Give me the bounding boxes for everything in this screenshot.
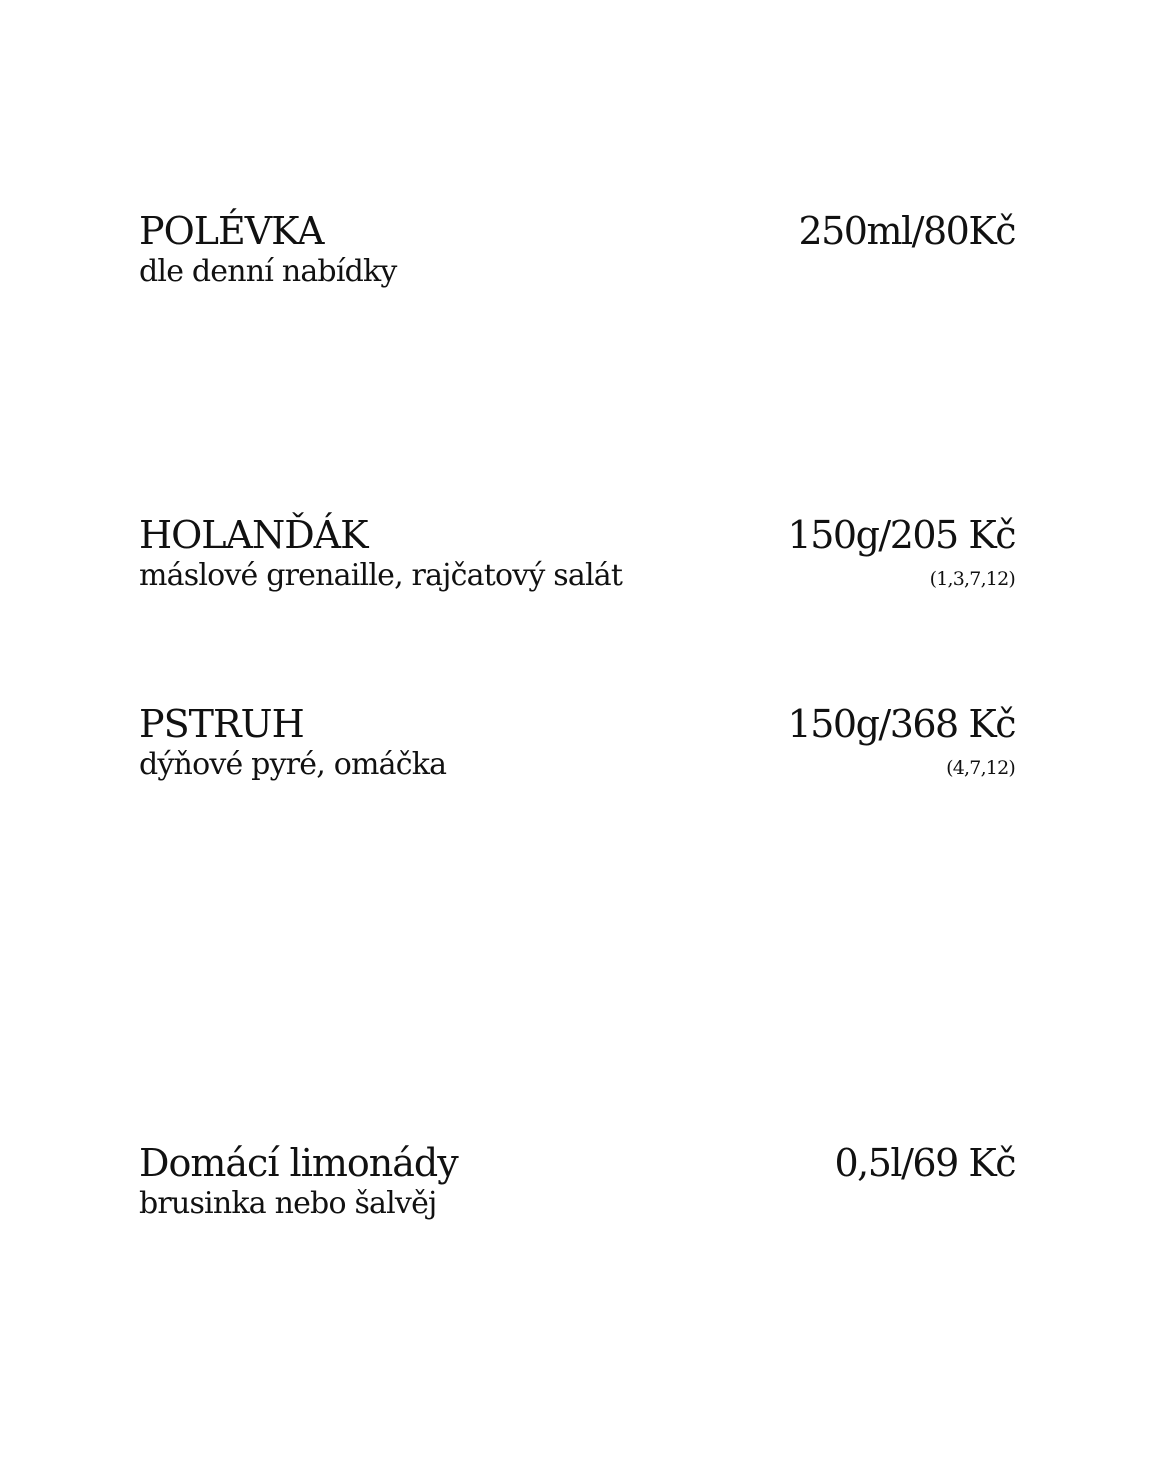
menu-item-header	[139, 701, 1015, 747]
menu-item-header	[139, 208, 1015, 254]
menu-item-lemonade	[139, 1140, 1015, 1222]
menu-item-price: 150g/368 Kč	[787, 702, 1015, 746]
menu-item-name: Domácí limonády	[139, 1141, 458, 1185]
menu-item-holandak	[139, 512, 1015, 594]
menu-item-details	[139, 747, 1015, 783]
menu-item-soup	[139, 208, 1015, 290]
menu-item-description: dýňové pyré, omáčka	[139, 747, 447, 782]
menu-item-price: 0,5l/69 Kč	[834, 1141, 1015, 1185]
menu-item-name: HOLANĎÁK	[139, 513, 368, 557]
menu-item-details	[139, 558, 1015, 594]
menu-item-details	[139, 254, 1015, 290]
menu-item-details	[139, 1186, 1015, 1222]
menu-item-price: 150g/205 Kč	[787, 513, 1015, 557]
menu-item-description: máslové grenaille, rajčatový salát	[139, 558, 623, 593]
menu-item-allergens: (1,3,7,12)	[929, 568, 1015, 590]
menu-item-name: PSTRUH	[139, 702, 304, 746]
menu-item-header	[139, 1140, 1015, 1186]
menu-item-description: brusinka nebo šalvěj	[139, 1186, 437, 1221]
menu-item-description: dle denní nabídky	[139, 254, 397, 289]
menu-item-pstruh	[139, 701, 1015, 783]
menu-item-price: 250ml/80Kč	[798, 209, 1015, 253]
menu-item-allergens: (4,7,12)	[946, 757, 1015, 779]
menu-item-name: POLÉVKA	[139, 209, 324, 253]
menu-item-header	[139, 512, 1015, 558]
